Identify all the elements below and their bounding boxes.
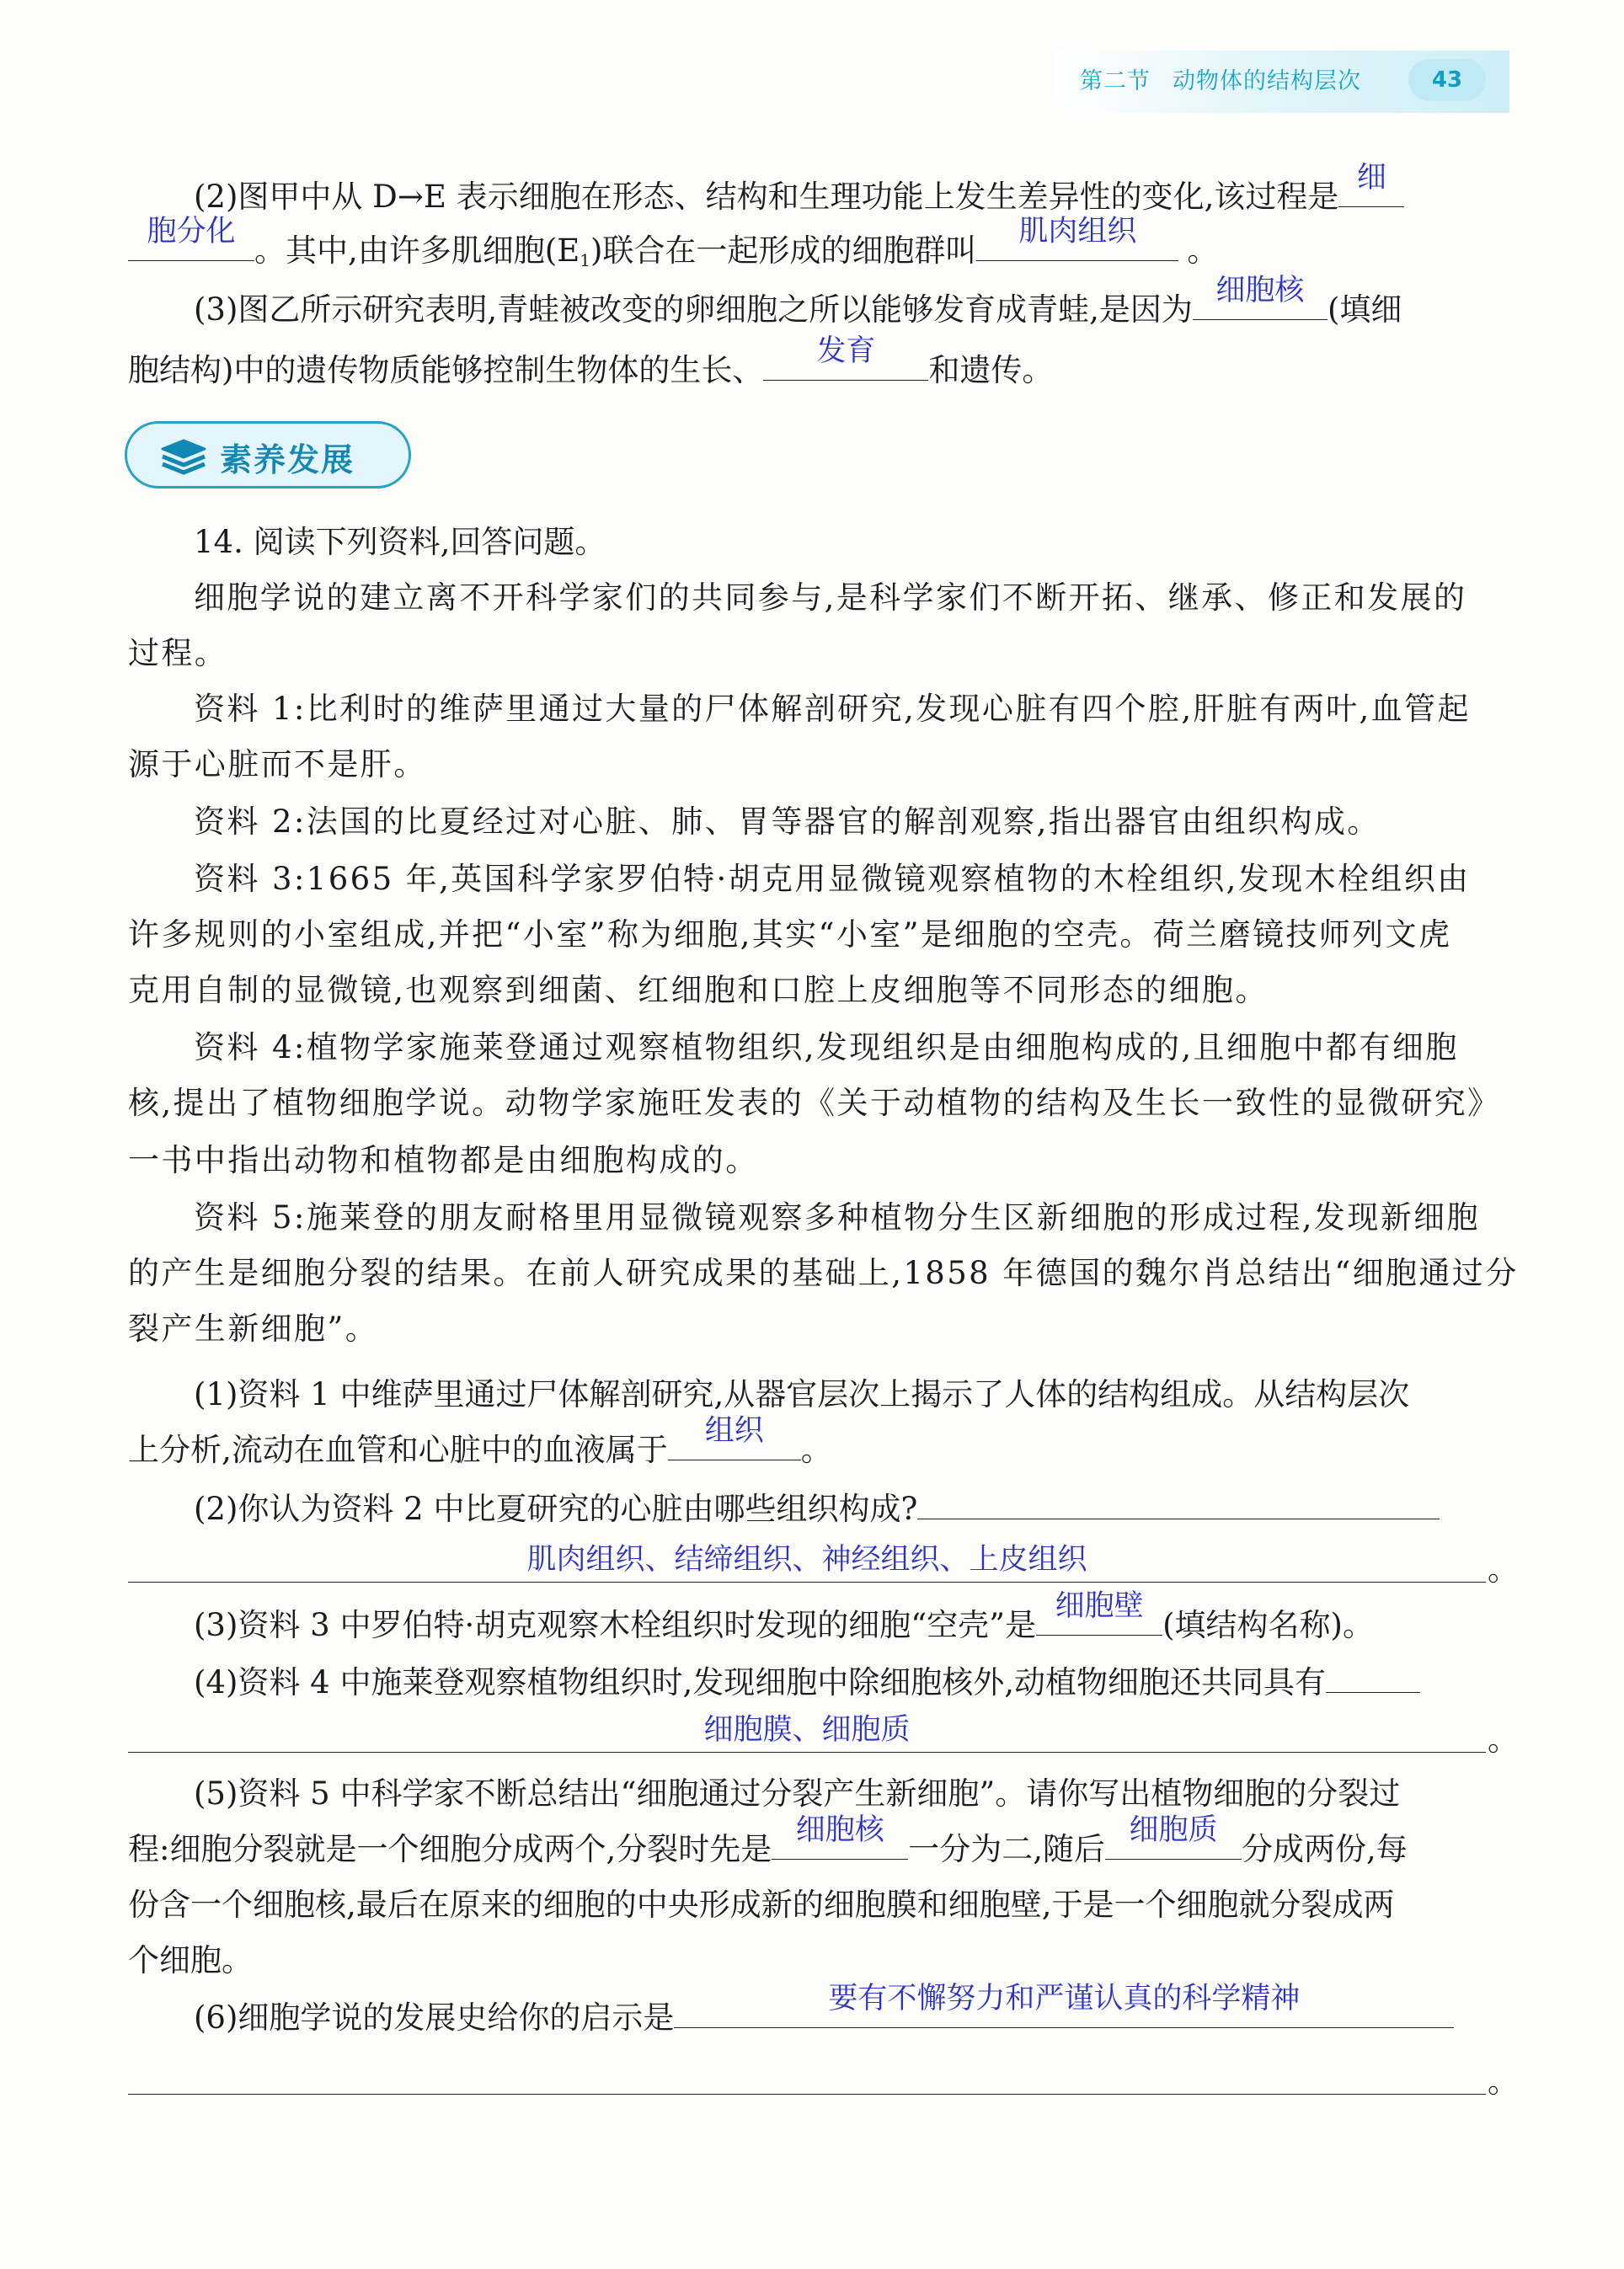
q13-part3-line2: 胞结构)中的遗传物质能够控制生物体的生长、 发育 和遗传。 [128,349,1503,392]
q14-sub2-line1: (2)你认为资料 2 中比夏研究的心脏由哪些组织构成? [128,1487,1568,1531]
material3-line3: 克用自制的显微镜,也观察到细菌、红细胞和口腔上皮细胞等不同形态的细胞。 [128,972,1269,1008]
q14-sub1-line2: 上分析,流动在血管和心脏中的血液属于 组织 。 [128,1428,1503,1472]
q14-sub3-line1: (3)资料 3 中罗伯特·胡克观察木栓组织时发现的细胞“空壳”是 细胞壁 (填结构名称)。 [128,1604,1568,1647]
chapter-title: 动物体的结构层次 [1173,68,1361,94]
page-number: 43 [1408,59,1486,101]
material1-line1: 资料 1:比利时的维萨里通过大量的尸体解剖研究,发现心脏有四个腔,肝脏有两叶,血管起 [194,691,1471,727]
section-badge [125,421,411,489]
material4-line3: 一书中指出动物和植物都是由细胞构成的。 [128,1142,759,1178]
handwritten-answer: 细胞膜、细胞质 [703,1713,911,1747]
handwritten-answer: 肌肉组织 [1018,215,1137,248]
q14-sub5-line3: 份含一个细胞核,最后在原来的细胞的中央形成新的细胞膜和细胞壁,于是一个细胞就分裂成两 [128,1887,1395,1923]
q14-intro: 14. 阅读下列资料,回答问题。 [194,524,606,560]
material4-line2: 核,提出了植物细胞学说。动物学家施旺发表的《关于动植物的结构及生长一致性的显微研究》 [128,1085,1501,1121]
q14-sub5-line1: (5)资料 5 中科学家不断总结出“细胞通过分裂产生新细胞”。请你写出植物细胞的分裂过 [194,1775,1401,1812]
stack-books-icon [159,439,208,476]
q14-lead-line2: 过程。 [128,635,228,671]
answer-blank [668,1414,801,1460]
handwritten-answer: 组织 [704,1414,764,1448]
material5-line3: 裂产生新细胞”。 [128,1311,379,1347]
handwritten-answer: 细胞核 [1215,274,1305,307]
answer-blank [1193,274,1328,320]
handwritten-answer: 要有不懈努力和严谨认真的科学精神 [828,1982,1301,2015]
material3-line2: 许多规则的小室组成,并把“小室”称为细胞,其实“小室”是细胞的空壳。荷兰磨镜技师列文虎 [128,916,1452,953]
badge-label: 素养发展 [220,441,355,478]
section-label: 第二节 [1080,68,1151,94]
answer-blank [1036,1589,1162,1636]
q14-sub5-line4: 个细胞。 [128,1942,253,1978]
handwritten-answer: 细胞壁 [1055,1589,1144,1623]
q14-sub4-line1: (4)资料 4 中施莱登观察植物组织时,发现细胞中除细胞核外,动植物细胞还共同具有 [128,1661,1568,1705]
material4-line1: 资料 4:植物学家施莱登通过观察植物组织,发现组织是由细胞构成的,且细胞中都有细胞 [194,1029,1459,1065]
answer-blank [674,1982,1454,2028]
answer-blank [917,1487,1440,1519]
answer-blank [1338,161,1404,207]
answer-blank [1326,1661,1420,1693]
q13-part3-line1: (3)图乙所示研究表明,青蛙被改变的卵细胞之所以能够发育成青蛙,是因为 细胞核 (填细 [128,288,1568,332]
answer-blank [772,1813,908,1860]
handwritten-answer: 胞分化 [147,215,236,248]
answer-line [128,1752,1486,1753]
q14-sub1-line1: (1)资料 1 中维萨里通过尸体解剖研究,从器官层次上揭示了人体的结构组成。从结构层次 [194,1376,1410,1412]
q14-sub5-line2: 程:细胞分裂就是一个细胞分成两个,分裂时先是 细胞核 一分为二,随后 细胞质 分成两份,每 [128,1828,1503,1871]
q13-part2-line2: 胞分化 。其中,由许多肌细胞$(E_1)$联合在一起形成的细胞群叫 肌肉组织 。 [128,229,1503,282]
material5-line2: 的产生是细胞分裂的结果。在前人研究成果的基础上,1858 年德国的魏尔肖总结出“细胞通过分 [128,1255,1519,1291]
answer-blank [128,215,254,261]
q14-sub6-line1: (6)细胞学说的发展史给你的启示是 要有不懈努力和严谨认真的科学精神 [128,1996,1568,2040]
q13-part2-line1: (2)图甲中从 D→E 表示细胞在形态、结构和生理功能上发生差异性的变化,该过程是 细 [128,175,1568,219]
material5-line1: 资料 5:施莱登的朋友耐格里用显微镜观察多种植物分生区新细胞的形成过程,发现新细胞 [194,1199,1480,1236]
answer-line [128,2094,1486,2095]
q14-lead-line1: 细胞学说的建立离不开科学家们的共同参与,是科学家们不断开拓、继承、修正和发展的 [194,579,1467,616]
material3-line1: 资料 3:1665 年,英国科学家罗伯特·胡克用显微镜观察植物的木栓组织,发现木栓组织由 [194,861,1471,897]
answer-blank [1105,1813,1242,1860]
answer-line [128,1582,1486,1583]
answer-blank [763,334,928,381]
handwritten-answer: 细胞质 [1129,1813,1218,1847]
material1-line2: 源于心脏而不是肝。 [128,746,427,782]
material2-line1: 资料 2:法国的比夏经过对心脏、肺、胃等器官的解剖观察,指出器官由组织构成。 [194,803,1381,840]
answer-blank [976,215,1178,261]
running-header [1080,62,1383,95]
handwritten-answer: 发育 [816,334,876,368]
handwritten-answer: 细 [1356,161,1386,195]
handwritten-answer: 肌肉组织、结缔组织、神经组织、上皮组织 [526,1543,1087,1577]
workbook-page: 第二节 动物体的结构层次 43 (2)图甲中从 D→E 表示细胞在形态、结构和生理功能上发生差异性的变化,该过程是 细 胞分化 。其中,由许多肌细胞$(E_1)$联合在一起形成的细胞群叫 肌肉组织 。 (3)图乙所示研究表明,青蛙被改变的卵细胞之所以能够发育成青蛙,是因为 细胞核 (填细 胞结构)中的遗传物质能够控制生物体的生长、 发育 和遗传。 素养发展 14. 阅读下列资料,回答问题。 细胞学说的建立离不开科学家们的共同参与,是科学家们不断开拓、继承、修正和发展的 过程。 资料 1:比利时的维萨里通过大量的尸体解剖研究,发现心脏有四个腔,肝脏有两叶,血管起 源于心脏而不是肝。 资料 2:法国的比夏经过对心脏、肺、胃等器官的解剖观察,指出器官由组织构成。 资料 3:1665 年,英国科学家罗伯特·胡克用显微镜观察植物的木栓组织,发现木栓组织由 许多规则的小室组成,并把“小室”称为细胞,其实“小室”是细胞的空壳。荷兰磨镜技师列文虎 克用自制的显微镜,也观察到细菌、红细胞和口腔上皮细胞等不同形态的细胞。 资料 4:植物学家施莱登通过观察植物组织,发现组织是由细胞构成的,且细胞中都有细胞 核,提出了植物细胞学说。动物学家施旺发表的《关于动植物的结构及生长一致性的显微研究》 一书中指出动物和植物都是由细胞构成的。 资料 5:施莱登的朋友耐格里用显微镜观察多种植物分生区新细胞的形成过程,发现新细胞 的产生是细胞分裂的结果。在前人研究成果的基础上,1858 年德国的魏尔肖总结出“细胞通过分 裂产生新细胞”。 (1)资料 1 中维萨里通过尸体解剖研究,从器官层次上揭示了人体的结构组成。从结构层次 上分析,流动在血管和心脏中的血液属于 组织 。 (2)你认为资料 2 中比夏研究的心脏由哪些组织构成? 肌肉组织、结缔组织、神经组织、上皮组织 。 (3)资料 3 中罗伯特·胡克观察木栓组织时发现的细胞“空壳”是 细胞壁 (填结构名称)。 (4)资料 4 中施莱登观察植物组织时,发现细胞中除细胞核外,动植物细胞还共同具有 细胞膜、细胞质 。 (5)资料 5 中科学家不断总结出“细胞通过分裂产生新细胞”。请你写出植物细胞的分裂过 程:细胞分裂就是一个细胞分成两个,分裂时先是 细胞核 一分为二,随后 细胞质 分成两份,每 份含一个细胞核,最后在原来的细胞的中央形成新的细胞膜和细胞壁,于是一个细胞就分裂成两 个细胞。 (6)细胞学说的发展史给你的启示是 要有不懈努力和严谨认真的科学精神 。 [0,0,1624,2269]
handwritten-answer: 细胞核 [795,1813,884,1847]
